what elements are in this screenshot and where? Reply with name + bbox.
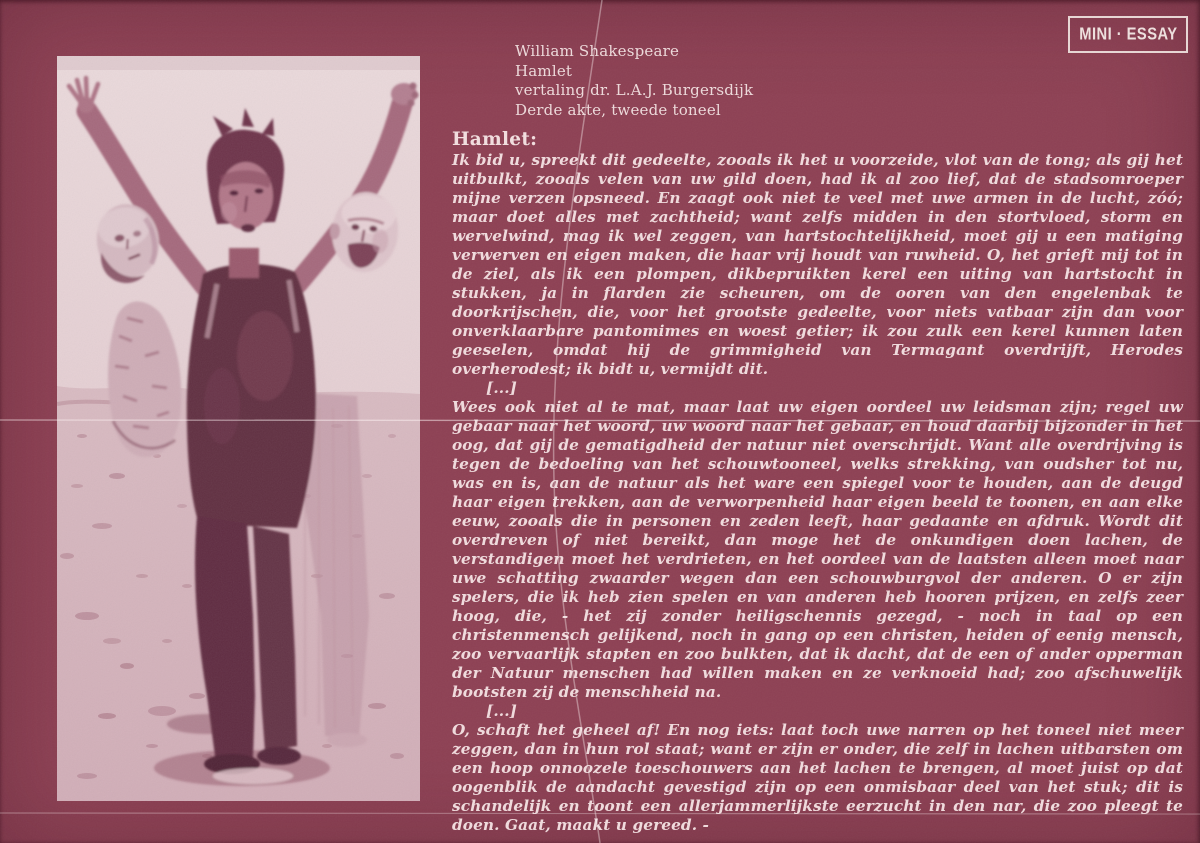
paragraph-1: Ik bid u, spreekt dit gedeelte, zooals ik het u voorzeide, vlot van de tong; als gij het uitbulkt, zooals velen van uw gild doen, had ik al zoo lief, dat de stadsomroeper mijne verzen opsneed. En zaagt ook niet te veel met uwe armen in de lucht, zóó; maar doet alles met zachtheid; want zelfs midden in den stortvloed, storm en wervelwind, mag ik wel zeggen, van hartstochtelijkheid, moet gij u een matiging verwerven en eigen maken, die haar vrij houdt van ruwheid. O, het grieft mij tot in de ziel, als ik een plompen, dikbepruikten kerel een uiting van hartstocht in stukken, ja in flarden zie scheuren, om de ooren van den engelenbak te doorkrijschen, die, voor het grootste gedeelte, voor niets vatbaar zijn dan voor onverklaarbare pantomimes en woest getier; ik zou zulk een kerel kunnen laten geeselen, omdat hij de grimmigheid van Termagant overdrijft, Herodes overherodest; ik bidt u, vermijdt dit. — [452, 151, 1183, 378]
citation-translator: vertaling dr. L.A.J. Burgersdijk — [515, 81, 754, 99]
paragraph-3: O, schaft het geheel af! En nog iets: laat toch uwe narren op het toneel niet meer zeggen, dan in hun rol staat; want er zijn er onder, die zelf in lachen uitbarsten om een hoop onnoozele toeschouwers aan het lachen te brengen, al moet juist op dat oogenblik de aandacht gevestigd zijn op een onmisbaar deel van het stuk; dit is schandelijk en toont een allerjammerlijkste eerzucht in den nar, die zoo pleegt te doen. Gaat, maakt u gereed. - — [452, 721, 1183, 834]
omission-mark-2: [...] — [486, 702, 517, 720]
citation-author: William Shakespeare — [515, 42, 680, 60]
mini-essay-badge-label: MINI · ESSAY — [1078, 24, 1178, 44]
citation-act-scene: Derde akte, tweede toneel — [515, 100, 721, 119]
speaker-heading: Hamlet: — [452, 129, 538, 150]
citation-block — [515, 42, 753, 120]
photo-actor-with-masks — [57, 56, 420, 801]
citation-work: Hamlet — [515, 61, 573, 80]
monologue-text — [452, 151, 1183, 835]
omission-mark-1: [...] — [486, 379, 517, 397]
paragraph-2: Wees ook niet al te mat, maar laat uw eigen oordeel uw leidsman zijn; regel uw gebaar naar het woord, uw woord naar het gebaar, en houd daarbij bijzonder in het oog, dat gij de gematigdheid der natuur niet overschrijdt. Want alle overdrijving is tegen de bedoeling van het schouwtooneel, welks strekking, van oudsher tot nu, was en is, aan de natuur als het ware een spiegel voor te houden, aan de deugd haar eigen trekken, aan de verworpenheid haar eigen beeld te toonen, en aan elke eeuw, zooals die in personen en zeden leeft, haar gedaante en afdruk. Wordt dit overdreven of niet bereikt, dan moge het de onkundigen doen lachen, de verstandigen moet het verdrieten, en het oordeel van de laatsten alleen moet naar uwe schatting zwaarder wegen dan een schouwburgvol der anderen. O er zijn spelers, die ik heb zien spelen en van anderen heb hooren prijzen, en zelfs zeer hoog, die, - het zij zonder heiligschennis gezegd, - noch in taal op een christenmensch gelijkend, noch in gang op een christen, heiden of eenig mensch, zoo vervaarlijk stapten en zoo bulkten, dat ik dacht, dat de een of ander opperman der Natuur menschen had willen maken en ze verknoeid had; zoo afschuwelijk bootsten zij de menschheid na. — [452, 398, 1183, 701]
mini-essay-badge — [1068, 16, 1188, 53]
